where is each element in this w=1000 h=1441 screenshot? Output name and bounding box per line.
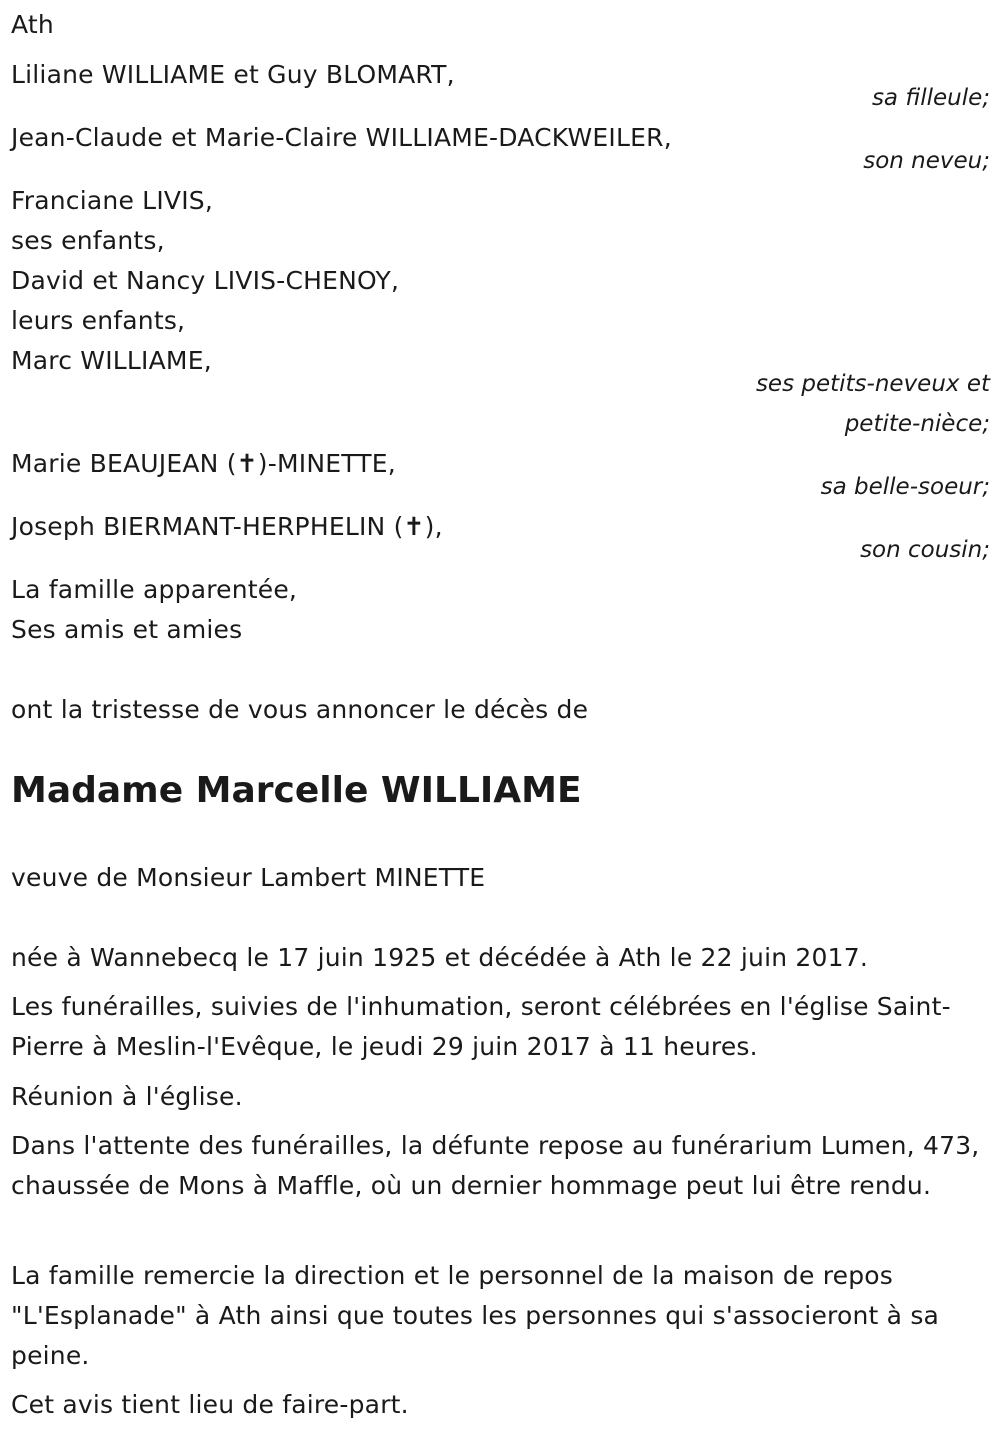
closing-text: Cet avis tient lieu de faire-part.	[11, 1390, 409, 1419]
family-relation: ses petits-neveux et	[755, 371, 990, 397]
deceased-name: Madame Marcelle WILLIAME	[11, 770, 582, 811]
family-name: Franciane LIVIS,	[11, 186, 213, 215]
widow-of: veuve de Monsieur Lambert MINETTE	[11, 863, 486, 892]
other-mourners: Ses amis et amies	[11, 615, 243, 644]
funeral-details: Les funérailles, suivies de l'inhumation, seront célébrées en l'église Saint-Pierre à Meslin-l'Evêque, le jeudi 29 juin 2017 à 11 heures.	[11, 992, 951, 1061]
family-relation: son neveu;	[863, 148, 990, 174]
other-mourners: La famille apparentée,	[11, 575, 298, 604]
family-name: David et Nancy LIVIS-CHENOY,	[11, 266, 400, 295]
thanks-text: La famille remercie la direction et le personnel de la maison de repos "L'Esplanade" à Ath ainsi que toutes les personnes qui s'associeront à sa peine.	[11, 1261, 940, 1370]
family-name: Liliane WILLIAME et Guy BLOMART,	[11, 60, 455, 89]
family-name: ses enfants,	[11, 226, 165, 255]
family-name: Jean-Claude et Marie-Claire WILLIAME-DACKWEILER,	[11, 123, 672, 152]
family-name: Marie BEAUJEAN (✝)-MINETTE,	[11, 449, 396, 478]
family-relation: petite-nièce;	[844, 411, 990, 437]
birth-death-dates: née à Wannebecq le 17 juin 1925 et décédée à Ath le 22 juin 2017.	[11, 943, 869, 972]
family-name: Joseph BIERMANT-HERPHELIN (✝),	[11, 512, 443, 541]
family-relation: sa belle-soeur;	[820, 474, 990, 500]
family-name: leurs enfants,	[11, 306, 186, 335]
announcement-text: ont la tristesse de vous annoncer le décès de	[11, 695, 589, 724]
place-name: Ath	[11, 10, 54, 39]
family-relation: sa filleule;	[871, 85, 990, 111]
viewing-details: Dans l'attente des funérailles, la défunte repose au funérarium Lumen, 473, chaussée de Mons à Maffle, où un dernier hommage peut lui être rendu.	[11, 1131, 980, 1200]
family-relation: son cousin;	[860, 537, 990, 563]
family-name: Marc WILLIAME,	[11, 346, 212, 375]
meeting-place: Réunion à l'église.	[11, 1082, 243, 1111]
